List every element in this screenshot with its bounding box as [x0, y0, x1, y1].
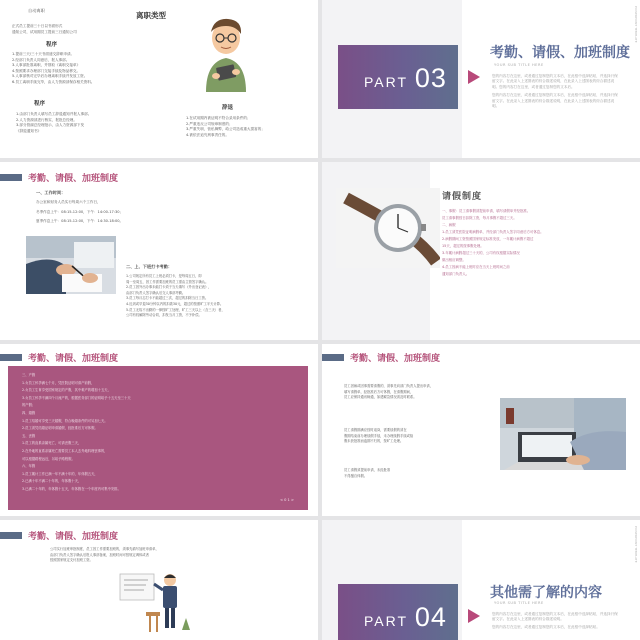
list-item: 2.病假期间工资按照国家规定标准发放，一年累计病假不超过 [442, 237, 534, 241]
leave-types-list [22, 372, 302, 494]
part-label: PART [364, 613, 409, 629]
laptop-typing-photo [500, 398, 626, 470]
proc2-list [16, 112, 156, 134]
slide-thumbnail-7[interactable] [0, 520, 318, 640]
list-item: 做出相应调整。 [442, 258, 466, 262]
list-item: 6.员工离职手续完毕，由人力资源部保存相关资料。 [12, 79, 95, 84]
list-item: 2.经部门负责人同意后，报人事部。 [12, 57, 70, 62]
proc1-list [12, 52, 152, 86]
list-item: 3.已满二十年的，年休假十五天，年休假在一个年度内可集中安排。 [22, 486, 121, 491]
list-item: 夏季作息上午：08:15-12:00，下午：14:30-18:00。 [36, 219, 124, 224]
list-item: 六、年假 [22, 464, 36, 469]
slide-header: 考勤、请假、加班制度 [28, 174, 119, 184]
text-line: 公司实行加班审批制度，员工因工作需要加班的，须事先填写加班申请单， [50, 547, 159, 551]
header-bar [322, 354, 344, 361]
list-item: 3.女员工怀孕不满四个月流产的，根据医务部门的证明给予十五天至三十天 [22, 395, 131, 400]
triangle-arrow-icon [468, 70, 480, 84]
list-item: 2.严重违反公司规章制度的； [186, 121, 233, 126]
list-item: 五、丧假 [22, 433, 36, 438]
leave-title: 请假制度 [442, 192, 483, 202]
wristwatch-photo [336, 188, 440, 268]
part-number: 04 [414, 602, 447, 632]
list-item: 1.在试用期内被证明不符合录用条件的； [186, 116, 251, 120]
list-item: 4.员工因病不能上班时应在当天上班时间之前 [442, 265, 510, 269]
list-item: 3.人事部批准离职，并领取《离职交接单》 [12, 63, 81, 68]
list-item: 1.提前三天/三十天书面递交辞职申请。 [12, 52, 75, 56]
left-small-title: 自动离职 [28, 8, 45, 13]
left-intro [12, 24, 142, 35]
intro-line: 正式员工提前三十日以书面形式 [12, 24, 63, 28]
hands-writing-photo [26, 236, 116, 294]
list-item: 的产假； [22, 403, 36, 408]
part-subtitle: YOUR SUB TITLE HERE [494, 601, 544, 605]
proc2-title: 程序 [34, 101, 46, 107]
text-line: 员工应保持通讯畅通，如遇紧急情况须及时联系。 [344, 395, 417, 400]
section-title: 二、上、下班打卡考勤： [126, 264, 173, 269]
list-item: 2.女员工生育享受国家规定的产假，其中难产的增加十五天， [22, 388, 111, 393]
proc1-title: 程序 [46, 42, 58, 48]
header-bar [0, 532, 22, 539]
text-line: 员工请假须提前申请，未经批准 [344, 468, 391, 472]
list-item: 3.严重失职，营私舞弊，给公司造成重大损害的； [186, 127, 265, 132]
list-item: 4.迟到或早退30分钟以内的扣款30元，超过的按照旷工半天计算。 [126, 301, 224, 306]
list-item: 一、事假：员工请事假须提前申请，填写请假单并经批准。 [442, 209, 531, 213]
paragraph [344, 468, 494, 479]
list-item: 员工请事假按日扣除工资，每月事假不超过三天。 [442, 216, 517, 220]
paragraph [344, 384, 494, 401]
overtime-paragraph [50, 547, 310, 564]
right-title: 辞退 [222, 105, 234, 111]
list-item: 3.年累计病假超过三十天的，公司有权根据实际情况 [442, 251, 520, 255]
list-item: 办公室和财务人员实行每周六个工作日， [36, 200, 101, 204]
list-item: 通知部门负责人。 [442, 272, 470, 276]
list-item: 5.员工无故不出勤的一律按旷工处理，旷工三天以上（含三天）者， [126, 307, 225, 312]
list-item: 4.被依法追究刑事责任的。 [186, 132, 229, 137]
intro-line: 通知公司，试用期员工提前三日通知公司 [12, 29, 77, 34]
text-line: 假未获批准而逾期不归的，按旷工处理。 [344, 439, 404, 444]
desc-line: 您的内容打在这里，或者通过复制您的文本后，在此框中选择粘贴，并选择只保留文字。在此录入上述图表的综合描述说明，在此录入上述图表的综合描述说明。 [492, 93, 618, 109]
part-description [492, 74, 620, 109]
list-item: 1.员工累计工作已满一年不满十年的，年休假五天， [22, 471, 98, 476]
list-item: 四、婚假 [22, 410, 36, 415]
list-item: 二、病假 [442, 223, 456, 227]
vertical-text: POWERPOINT TEMPLATE [634, 6, 638, 43]
paragraph [344, 428, 494, 445]
list-item: 3.员工每月忘打卡不能超过三次，超过的扣除当日工资。 [126, 296, 209, 301]
slide-thumbnail-1[interactable] [0, 0, 318, 158]
text-line: 由部门负责人签字确认后报人事部备案，加班时间可按规定调休或者 [50, 552, 149, 557]
slide-thumbnail-8[interactable] [322, 520, 640, 640]
desc-line: 您的内容打在这里，或者通过复制您的文本后，在此框中选择粘贴，并选择只保留文字。在此录入上述图表的综合描述说明。 [492, 612, 618, 622]
text-line: 假期结束前办理续假手续，未办理续假手续或续 [344, 433, 414, 438]
businessman-presenting-illustration [116, 568, 196, 640]
list-item: 由部门负责人签字确认后交人事部考勤。 [126, 290, 186, 295]
part-title: 考勤、请假、加班制度 [490, 45, 630, 61]
person-with-tablet-illustration [196, 12, 256, 92]
vertical-text: POWERPOINT TEMPLATE [634, 526, 638, 563]
list-item: 1.员工结婚可享受三天婚假，符合晚婚条件的可另加七天。 [22, 418, 108, 423]
part-number: 03 [414, 63, 447, 93]
text-line: 按照国家规定支付加班工资。 [50, 558, 93, 563]
list-item: 冬季作息上午：08:15-12:00，下午：14:00-17:30； [36, 209, 124, 214]
desc-line: 您的内容打在这里，或者通过复制您的文本后，在此框中选择粘贴。 [492, 624, 600, 629]
list-item: 1.员工须凭医院证明病假单，并经部门负责人签字同意后方可休息。 [442, 230, 544, 234]
list-item: 2.在外地的直系亲属死亡需要员工本人去外地料理丧事的， [22, 448, 108, 453]
slide-thumbnail-3[interactable] [0, 162, 318, 340]
slide1-main-title: 离职类型 [136, 11, 166, 20]
slide-thumbnail-2[interactable] [322, 0, 640, 158]
slide-thumbnail-6[interactable] [322, 344, 640, 516]
list-item: 1.由部门负责人填写员工辞退通知并报人事部。 [16, 112, 92, 116]
text-line: 员工请假期满应按时返岗，需要续假的须在 [344, 428, 407, 432]
clock-in-list [126, 274, 306, 319]
slide-thumbnail-4[interactable] [322, 162, 640, 340]
list-item: 可以根据路程远近，另给予路程假。 [22, 456, 75, 461]
dismissal-list [186, 116, 314, 138]
list-item: 《辞退通知书》 [16, 128, 42, 133]
list-item: 2.人力资源部进行核实，报批总经理。 [16, 117, 77, 122]
list-item: 15天，超过的按事假处理。 [442, 244, 484, 248]
part-label: PART [364, 74, 409, 90]
list-item: 三、产假 [22, 373, 36, 377]
list-item: 5.人事部核对完毕后办理离职手续并发放工资。 [12, 74, 88, 79]
part-box [338, 584, 458, 640]
content-block [8, 366, 308, 510]
text-line: 员工因病或因事需要请假的，须事先向部门负责人提出申请， [344, 384, 434, 388]
part-description [492, 612, 620, 630]
part-box [338, 45, 458, 109]
list-item: 周一至周五，因工作需要加班的员工需由主管签字确认。 [126, 279, 209, 284]
list-item: 1.女员工怀孕满七个月，凭医院证明可请产前假， [22, 380, 95, 385]
list-item: 3.部分管副总经理批示，由人力资源部下发 [16, 123, 85, 128]
leave-list [442, 208, 628, 278]
page-number: < 0 1 > [279, 498, 294, 503]
slide-header: 考勤、请假、加班制度 [350, 354, 441, 364]
list-item: 4.按照要求办理部门交接手续及物品移交。 [12, 68, 81, 73]
section-title: 一、工作时间： [36, 190, 66, 195]
slide-header: 考勤、请假、加班制度 [28, 354, 119, 364]
work-hours-list [36, 200, 186, 225]
slide-thumbnail-5[interactable] [0, 344, 318, 516]
list-item: 1.员工的直系亲属死亡，可请丧假三天， [22, 441, 82, 446]
list-item: 2.员工因外出办事未能打卡须于当天填写《外出登记表》， [126, 285, 212, 290]
list-item: 1.公司规定所有员工上班必须打卡，是每周五日，即 [126, 274, 202, 278]
text-line: 不得擅自休假。 [344, 473, 368, 478]
part-subtitle: YOUR SUB TITLE HERE [494, 63, 544, 67]
part-title: 其他需了解的内容 [490, 585, 602, 601]
list-item: 公司有权解除劳动合同，扣发当月工资，不予补偿。 [126, 313, 202, 318]
list-item: 2.已满十年不满二十年的，年休假十天， [22, 479, 82, 484]
slide-header: 考勤、请假、加班制度 [28, 532, 119, 542]
header-bar [0, 354, 22, 361]
text-line: 填写请假单，经批准后方可休假，在请假期间， [344, 389, 414, 394]
list-item: 2.员工须凭结婚证明申请婚假，经批准后方可休假。 [22, 426, 98, 431]
triangle-arrow-icon [468, 609, 480, 623]
desc-line: 您的内容打在这里，或者通过复制您的文本后，在此框中选择粘贴，并选择只保留文字。在此录入上述图表的综合描述说明，在此录入上述图表的综合描述说明。您的内容打在这里，或者通过复制您的文本后。 [492, 74, 618, 89]
header-bar [0, 174, 22, 181]
